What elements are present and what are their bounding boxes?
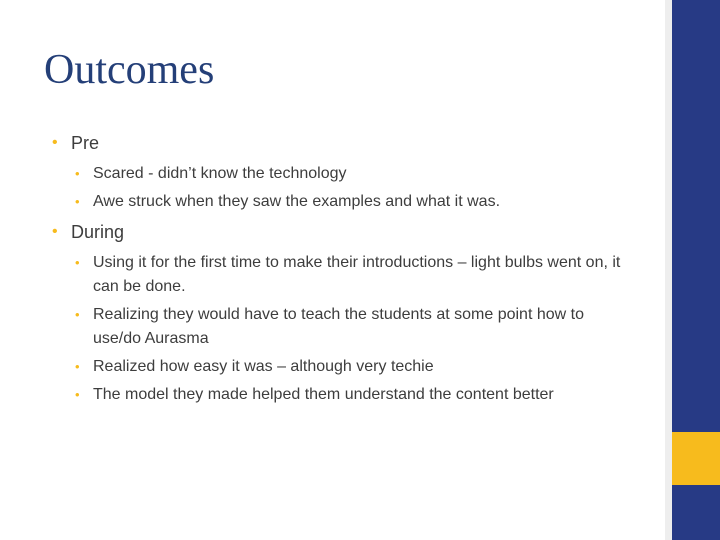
- sub-bullet-dot-icon: •: [75, 194, 80, 209]
- sub-bullet: [52, 251, 652, 299]
- sub-bullet: [52, 162, 652, 186]
- sub-bullet-text: Scared - didn’t know the technology: [93, 165, 347, 182]
- bullet-dot-icon: •: [52, 223, 58, 240]
- sub-bullet-text: Realized how easy it was – although very techie: [93, 358, 434, 375]
- sub-bullet-text: Awe struck when they saw the examples and what it was.: [93, 193, 501, 210]
- sub-bullet-dot-icon: •: [75, 255, 80, 270]
- slide-title: Outcomes: [44, 47, 215, 93]
- sub-bullet-text: Realizing they would have to teach the students at some point how to use/do Aurasma: [93, 306, 584, 347]
- sub-bullet-text: The model they made helped them understand the content better: [93, 386, 554, 403]
- bullet-during: [52, 220, 652, 244]
- sub-bullet-list-during: [52, 251, 652, 407]
- sub-bullet-dot-icon: •: [75, 307, 80, 322]
- sub-bullet-text: Using it for the first time to make their introductions – light bulbs went on, it can be done.: [93, 254, 621, 295]
- sub-bullet: [52, 355, 652, 379]
- slide-content: [52, 131, 652, 413]
- sidebar-accent-gold: [672, 432, 720, 485]
- sidebar-stripe-gray: [665, 0, 672, 540]
- bullet-dot-icon: •: [52, 134, 58, 151]
- sub-bullet: [52, 190, 652, 214]
- bullet-pre: [52, 131, 652, 155]
- sub-bullet: [52, 303, 652, 351]
- sub-bullet-list-pre: [52, 162, 652, 214]
- sub-bullet-dot-icon: •: [75, 166, 80, 181]
- bullet-label: During: [71, 222, 125, 242]
- sub-bullet-dot-icon: •: [75, 359, 80, 374]
- sub-bullet: [52, 383, 652, 407]
- bullet-label: Pre: [71, 133, 100, 153]
- sub-bullet-dot-icon: •: [75, 387, 80, 402]
